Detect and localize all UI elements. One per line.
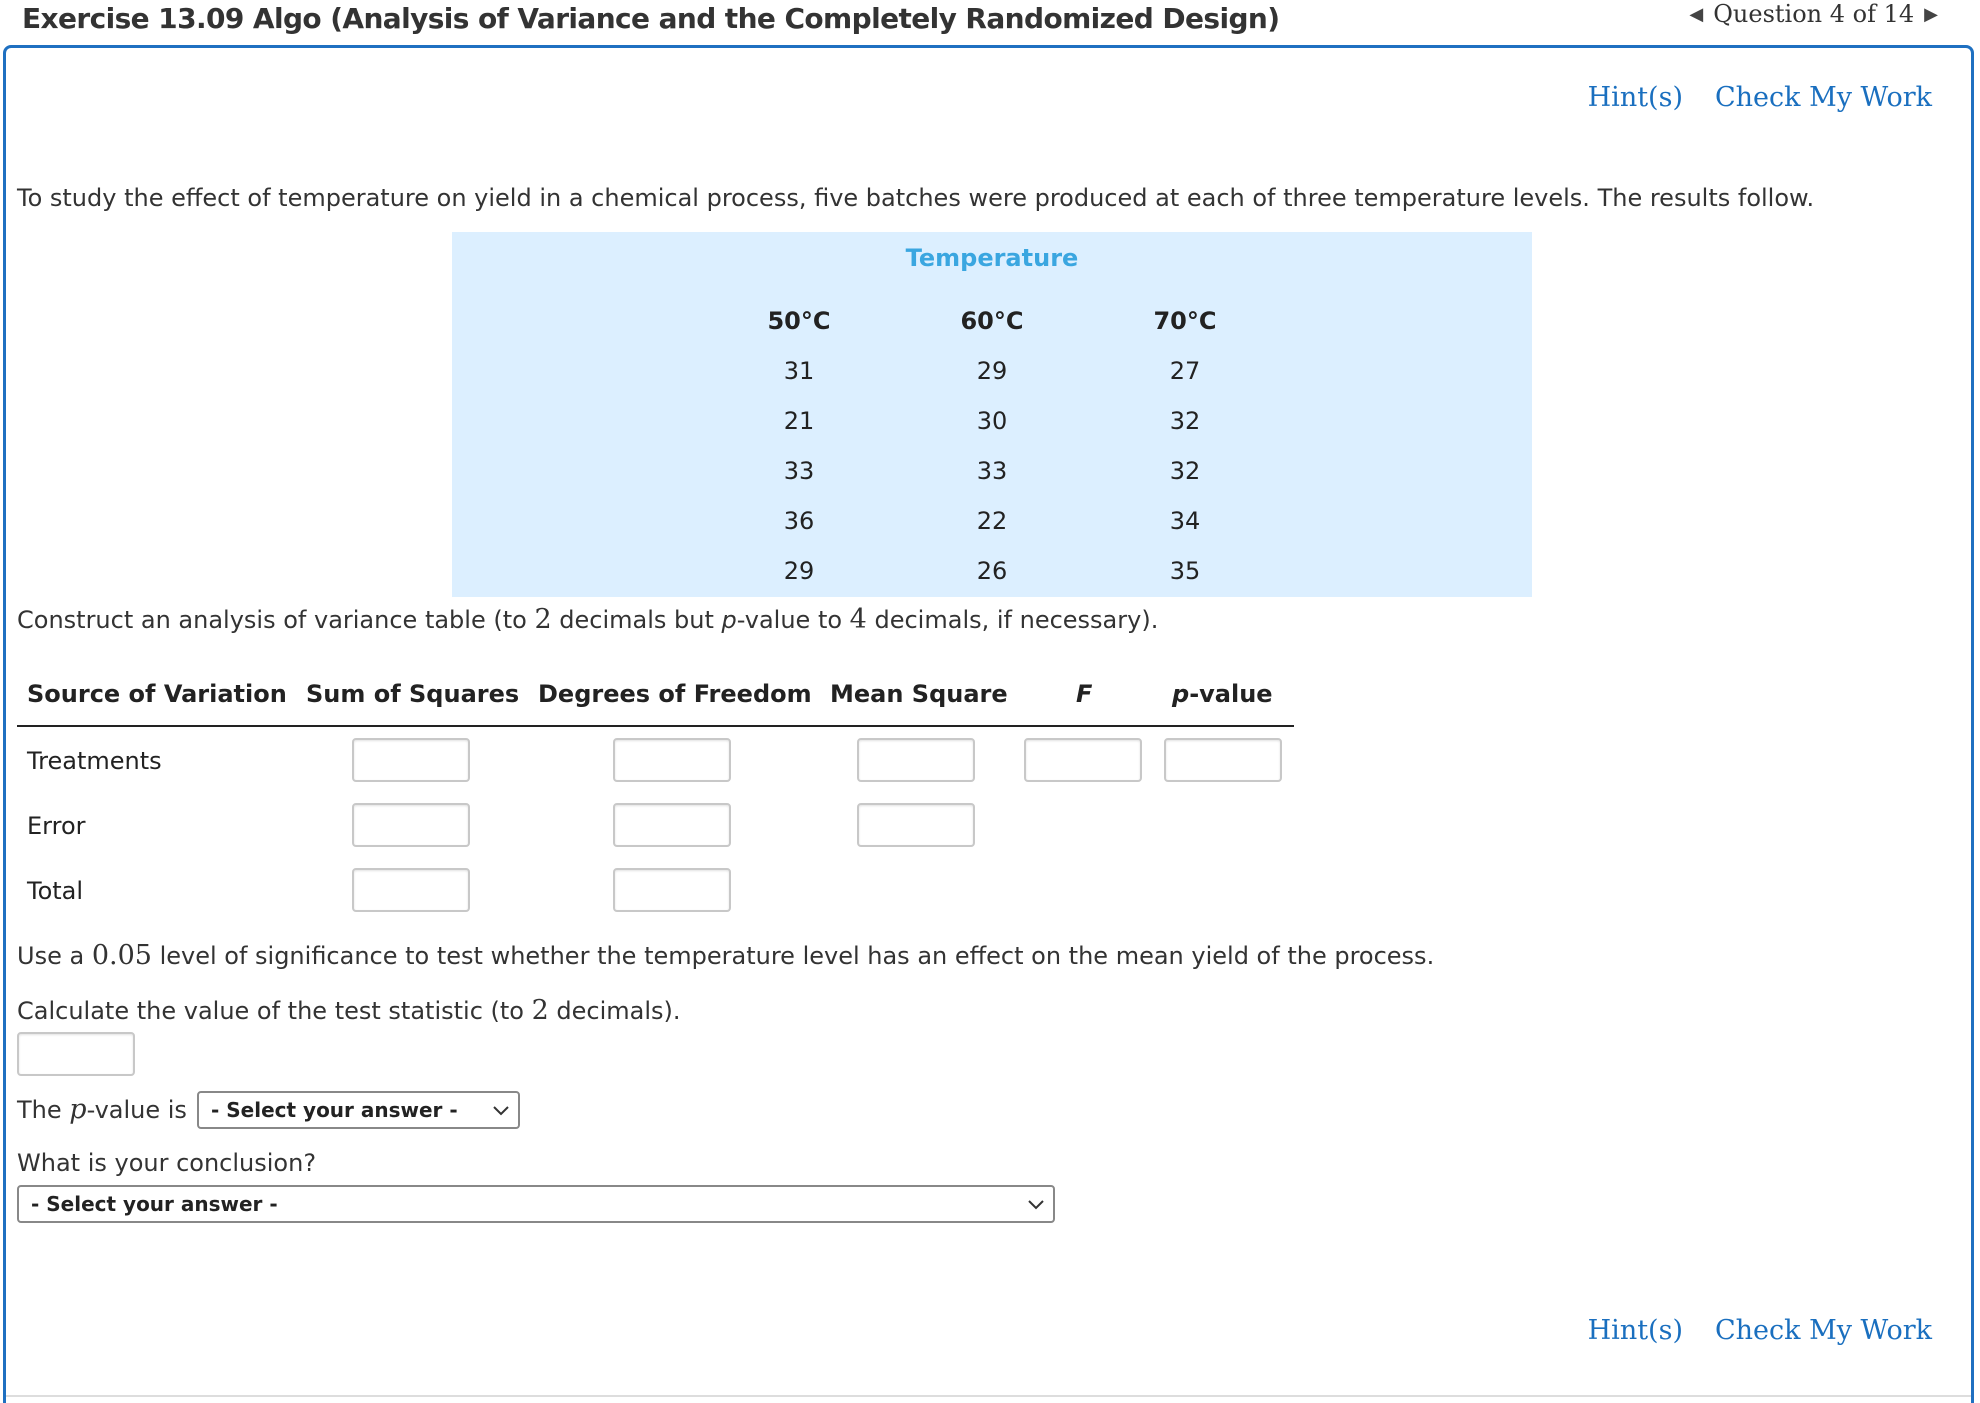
data-cell: 26 [976, 557, 1008, 585]
treatments-f-input[interactable] [1024, 738, 1142, 782]
data-cell: 32 [1169, 457, 1201, 485]
data-cell: 35 [1169, 557, 1201, 585]
row-label-treatments: Treatments [27, 747, 162, 775]
col-header-mean-square: Mean Square [830, 680, 1008, 708]
check-my-work-link[interactable]: Check My Work [1714, 1315, 1932, 1346]
data-cell: 36 [783, 507, 815, 535]
data-cell: 33 [976, 457, 1008, 485]
temperature-data-table [452, 232, 1532, 597]
data-cell: 27 [1169, 357, 1201, 385]
total-ss-input[interactable] [352, 868, 470, 912]
question-navigator [1689, 0, 1938, 28]
hints-link[interactable]: Hint(s) [1587, 1315, 1683, 1346]
total-df-input[interactable] [613, 868, 731, 912]
data-cell: 29 [976, 357, 1008, 385]
test-statistic-input[interactable] [17, 1032, 135, 1076]
col-header-sum-of-squares: Sum of Squares [306, 680, 520, 708]
conclusion-question: What is your conclusion? [17, 1149, 317, 1177]
data-cell: 31 [783, 357, 815, 385]
data-cell: 30 [976, 407, 1008, 435]
data-table-caption: Temperature [905, 244, 1079, 272]
next-question-icon[interactable]: ▶ [1924, 3, 1938, 25]
p-value-question: The p-value is [17, 1094, 187, 1125]
col-header-degrees-of-freedom: Degrees of Freedom [538, 680, 812, 708]
row-label-total: Total [27, 877, 84, 905]
error-df-input[interactable] [613, 803, 731, 847]
data-cell: 32 [1169, 407, 1201, 435]
error-ss-input[interactable] [352, 803, 470, 847]
data-cell: 34 [1169, 507, 1201, 535]
anova-instruction: Construct an analysis of variance table (to 2 decimals but p-value to 4 decimals, if necessary). [17, 604, 1159, 635]
significance-instruction: Use a 0.05 level of significance to test whether the temperature level has an effect on the mean yield of the process. [17, 940, 1435, 971]
data-column-header: 50°C [767, 307, 831, 335]
previous-question-icon[interactable]: ◀ [1689, 3, 1704, 25]
hints-link[interactable]: Hint(s) [1587, 82, 1683, 113]
conclusion-select-label: - Select your answer - [31, 1192, 278, 1216]
bottom-divider [6, 1395, 1971, 1397]
treatments-df-input[interactable] [613, 738, 731, 782]
chevron-down-icon [484, 1105, 518, 1116]
table-header-rule [17, 725, 1294, 727]
p-value-select[interactable] [197, 1091, 520, 1129]
p-value-select-label: - Select your answer - [211, 1098, 458, 1122]
data-cell: 33 [783, 457, 815, 485]
data-cell: 21 [783, 407, 815, 435]
data-column-header: 60°C [960, 307, 1024, 335]
problem-intro: To study the effect of temperature on yield in a chemical process, five batches were produced at each of three temperature levels. The results follow. [17, 184, 1815, 212]
question-counter: Question 4 of 14 [1713, 0, 1915, 28]
row-label-error: Error [27, 812, 86, 840]
data-column-header: 70°C [1153, 307, 1217, 335]
header-bar [0, 0, 1980, 44]
col-header-f: F [1076, 680, 1093, 708]
check-my-work-link[interactable]: Check My Work [1714, 82, 1932, 113]
error-ms-input[interactable] [857, 803, 975, 847]
bottom-links [1588, 1315, 1932, 1346]
chevron-down-icon [1019, 1199, 1053, 1210]
treatments-ss-input[interactable] [352, 738, 470, 782]
col-header-p-value: p-value [1172, 680, 1273, 708]
conclusion-select[interactable] [17, 1185, 1055, 1223]
col-header-source: Source of Variation [27, 680, 287, 708]
test-statistic-instruction: Calculate the value of the test statistic (to 2 decimals). [17, 995, 681, 1026]
treatments-ms-input[interactable] [857, 738, 975, 782]
top-links [1588, 82, 1932, 113]
data-cell: 22 [976, 507, 1008, 535]
exercise-title: Exercise 13.09 Algo (Analysis of Variance and the Completely Randomized Design) [22, 2, 1280, 35]
treatments-p-value-input[interactable] [1164, 738, 1282, 782]
data-cell: 29 [783, 557, 815, 585]
